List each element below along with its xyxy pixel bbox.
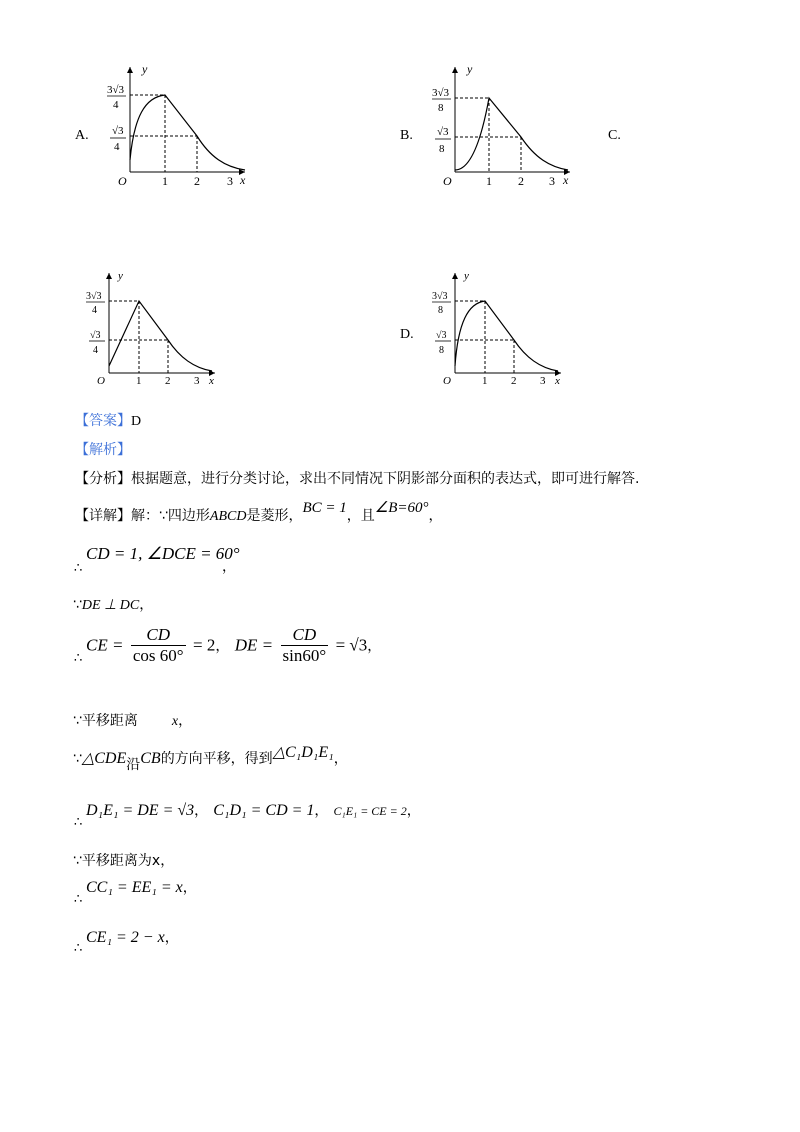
de-rhs: = √3 — [335, 635, 368, 655]
answer-value: D — [131, 414, 142, 429]
step-4: ∵平移距离 x， — [73, 713, 193, 729]
fenxi-text: 根据题意，进行分类讨论，求出不同情况下阴影部分面积的表达式，即可进行解答. — [131, 471, 640, 487]
svg-text:√3: √3 — [90, 330, 101, 341]
step-6b: C₁D₁ = CD = 1 — [213, 802, 315, 819]
svg-text:x: x — [209, 375, 214, 386]
answer-line — [75, 410, 141, 430]
option-a-label: A. — [75, 128, 89, 143]
option-b-graph — [425, 62, 580, 187]
svg-text:y: y — [118, 270, 123, 282]
step-2: ∵DE ⊥ DC， — [73, 597, 154, 613]
therefore-8: ∴ — [74, 892, 83, 907]
svg-text:4: 4 — [113, 99, 119, 111]
option-c-graph — [82, 268, 222, 386]
xiangjie-text1: 解：∵四边形 — [131, 508, 210, 524]
ce-frac — [131, 625, 186, 666]
step-5-cde: △CDE — [81, 750, 127, 767]
step-4-x: x — [171, 714, 179, 729]
xiangjie-comma: ， — [428, 508, 443, 524]
step-6: D₁E₁ = DE = √3， C₁D₁ = CD = 1， C₁E₁ = CE = 2， — [86, 802, 421, 819]
step-5-cb: CB — [140, 750, 161, 767]
xiangjie-text3: ，且 — [346, 508, 375, 524]
svg-text:O: O — [118, 174, 127, 187]
svg-text:3√3: 3√3 — [432, 87, 450, 99]
svg-text:x: x — [555, 375, 560, 386]
svg-text:1: 1 — [136, 375, 142, 386]
svg-text:3√3: 3√3 — [86, 291, 102, 302]
bc-eq: BC = 1 — [302, 500, 347, 516]
svg-text:2: 2 — [518, 174, 524, 187]
xiangjie-tag: 【详解】 — [75, 508, 131, 524]
svg-text:8: 8 — [439, 345, 444, 356]
svg-text:y: y — [464, 270, 469, 282]
svg-text:4: 4 — [92, 305, 97, 316]
svg-text:√3: √3 — [436, 330, 447, 341]
step-5-along: 沿 — [126, 757, 141, 773]
answer-tag: 【答案】 — [75, 413, 131, 429]
step-8: CC₁ = EE₁ = x， — [86, 879, 197, 896]
step-1: CD = 1, ∠DCE = 60° — [86, 544, 240, 563]
svg-text:3: 3 — [194, 375, 200, 386]
svg-text:√3: √3 — [437, 126, 449, 138]
therefore-3: ∴ — [74, 651, 83, 666]
svg-text:y: y — [142, 62, 148, 76]
svg-text:x: x — [240, 173, 246, 187]
step-5-c1d1e1: △C₁D₁E₁ — [272, 744, 334, 761]
de-num: CD — [281, 625, 329, 646]
de-lhs: DE = — [234, 635, 274, 655]
option-d-graph — [428, 268, 568, 386]
svg-text:O: O — [443, 375, 451, 386]
svg-text:2: 2 — [194, 174, 200, 187]
step-3: CE = $\frac{CD}{\cos 60^\circ}$ = 2， DE = $\frac{CD}{\sin 60^\circ}$ = √3， — [86, 625, 382, 665]
svg-text:1: 1 — [162, 174, 168, 187]
step-8-text: CC₁ = EE₁ = x — [86, 879, 183, 896]
ce-lhs: CE = — [86, 635, 124, 655]
analysis-tag: 【解析】 — [75, 442, 131, 458]
angle-eq: ∠B=60° — [374, 500, 429, 516]
svg-text:1: 1 — [486, 174, 492, 187]
svg-text:4: 4 — [114, 141, 120, 153]
de-den: sin60° — [282, 646, 327, 665]
step-4-text: ∵平移距离 — [73, 713, 138, 729]
step-5-because: ∵ — [73, 751, 82, 767]
option-b-label: B. — [400, 128, 413, 143]
svg-text:y: y — [467, 62, 473, 76]
de-frac — [281, 625, 329, 666]
step-1-comma: ， — [222, 559, 236, 575]
svg-text:2: 2 — [165, 375, 171, 386]
fenxi-tag: 【分析】 — [75, 471, 131, 487]
svg-text:3: 3 — [549, 174, 555, 187]
svg-text:√3: √3 — [112, 125, 124, 137]
svg-text:2: 2 — [511, 375, 517, 386]
svg-text:4: 4 — [93, 345, 98, 356]
step-5-text: 的方向平移，得到 — [160, 751, 273, 767]
step-9: CE₁ = 2 − x， — [86, 929, 179, 946]
svg-text:8: 8 — [438, 305, 443, 316]
svg-text:1: 1 — [482, 375, 488, 386]
ce-den: cos 60° — [132, 646, 184, 665]
svg-text:3: 3 — [227, 174, 233, 187]
xiangjie-line — [75, 500, 443, 525]
svg-text:x: x — [563, 173, 569, 187]
fenxi-line — [75, 468, 639, 488]
svg-text:O: O — [97, 375, 105, 386]
step-7: ∵平移距离为x， — [73, 853, 175, 869]
option-c-label: C. — [608, 128, 621, 143]
step-2-text: DE ⊥ DC — [81, 598, 140, 613]
svg-text:3√3: 3√3 — [107, 84, 125, 96]
ce-num: CD — [131, 625, 186, 646]
option-a-graph — [100, 62, 255, 187]
svg-text:O: O — [443, 174, 452, 187]
option-d-label: D. — [400, 327, 414, 342]
step-6c: C₁E₁ = CE = 2 — [333, 804, 407, 818]
svg-text:8: 8 — [438, 102, 444, 114]
step-9-text: CE₁ = 2 − x — [86, 929, 165, 946]
xiangjie-text2: 是菱形， — [246, 508, 303, 524]
therefore-9: ∴ — [74, 941, 83, 956]
svg-text:3√3: 3√3 — [432, 291, 448, 302]
step-5: ∵△CDE沿CB的方向平移，得到△C₁D₁E₁， — [73, 744, 348, 773]
abcd: ABCD — [209, 509, 247, 524]
svg-text:3: 3 — [540, 375, 546, 386]
svg-text:8: 8 — [439, 143, 445, 155]
therefore-6: ∴ — [74, 815, 83, 830]
ce-rhs: = 2 — [192, 635, 216, 655]
therefore-1: ∴ — [74, 561, 83, 576]
step-6a: D₁E₁ = DE = √3 — [86, 802, 195, 819]
